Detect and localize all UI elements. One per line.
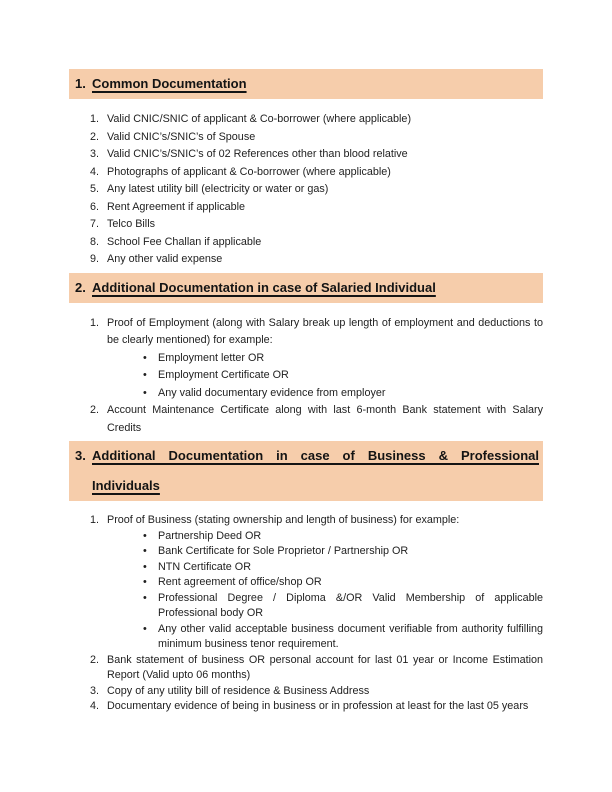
section-list (69, 315, 543, 438)
list-item (69, 146, 543, 164)
bullet-item (107, 529, 543, 545)
item-number: 1. (90, 514, 100, 526)
item-text: Any other valid expense (107, 253, 223, 265)
bullet-list (107, 350, 543, 403)
bullet-text: Professional Degree / Diploma &/OR Valid Membership of applicable Professional body OR (158, 591, 543, 619)
item-number: 9. (90, 253, 100, 265)
list-item (69, 699, 543, 715)
list-item (69, 315, 543, 403)
section-list (69, 513, 543, 715)
item-text: Rent Agreement if applicable (107, 200, 246, 213)
bullet-item (107, 622, 543, 653)
list-item (69, 111, 543, 129)
item-text: Valid CNIC’s/SNIC’s of Spouse (107, 130, 256, 143)
bullet-item (107, 575, 543, 591)
item-body (107, 129, 543, 147)
item-number: 3. (90, 684, 100, 697)
section-title: Common Documentation (92, 76, 247, 91)
bullet-item (107, 544, 543, 560)
item-text: Proof of Business (stating ownership and length of business) for example: (107, 514, 460, 526)
document-content (69, 69, 543, 719)
bullet-item (107, 560, 543, 576)
item-number: 6. (90, 200, 100, 213)
bullet-icon: • (143, 560, 147, 573)
section-title: Additional Documentation in case of Business & Professional Individuals (92, 448, 539, 493)
item-body (107, 251, 543, 269)
item-body (107, 111, 543, 129)
item-text: Copy of any utility bill of residence & Business Address (107, 684, 370, 697)
item-number: 5. (90, 183, 100, 195)
bullet-text: Any other valid acceptable business document verifiable from authority fulfilling minimum business tenor requirement. (158, 622, 543, 650)
item-number: 3. (90, 148, 100, 160)
bullet-item (107, 591, 543, 622)
item-text: Documentary evidence of being in business or in profession at least for the last 05 years (107, 700, 529, 712)
section-3 (69, 441, 543, 715)
item-body (107, 513, 543, 653)
item-text: School Fee Challan if applicable (107, 235, 262, 248)
list-item (69, 513, 543, 653)
section-number: 1. (75, 76, 86, 91)
item-number: 7. (90, 218, 100, 230)
item-body (107, 699, 543, 715)
item-text: Valid CNIC’s/SNIC’s of 02 References other than blood relative (107, 148, 408, 160)
section-number: 2. (75, 279, 86, 295)
bullet-text: NTN Certificate OR (158, 560, 251, 573)
item-number: 1. (90, 316, 100, 329)
item-body (107, 315, 543, 403)
list-item (69, 129, 543, 147)
list-item (69, 216, 543, 234)
section-number: 3. (75, 448, 86, 463)
list-item (69, 234, 543, 252)
section-1 (69, 69, 543, 269)
bullet-item (107, 385, 543, 403)
item-text: Proof of Employment (along with Salary break up length of employment and deductions to be clearly mentioned) for example: (107, 316, 543, 346)
item-number: 1. (90, 113, 100, 125)
section-title: Additional Documentation in case of Salaried Individual (92, 279, 436, 295)
list-item (69, 251, 543, 269)
item-number: 8. (90, 235, 100, 248)
item-body (107, 181, 543, 199)
bullet-text: Bank Certificate for Sole Proprietor / Partnership OR (158, 545, 409, 557)
item-text: Any latest utility bill (electricity or water or gas) (107, 183, 329, 195)
list-item (69, 199, 543, 217)
item-body (107, 402, 543, 437)
bullet-item (107, 367, 543, 385)
bullet-icon: • (143, 369, 147, 381)
item-body (107, 164, 543, 182)
item-number: 4. (90, 700, 100, 712)
item-text: Photographs of applicant & Co-borrower (where applicable) (107, 165, 391, 178)
bullet-icon: • (143, 576, 147, 588)
bullet-icon: • (143, 622, 147, 635)
section-2 (69, 273, 543, 438)
section-list (69, 111, 543, 269)
item-body (107, 234, 543, 252)
item-body (107, 216, 543, 234)
bullet-text: Any valid documentary evidence from employer (158, 386, 386, 399)
bullet-icon: • (143, 351, 147, 364)
bullet-icon: • (143, 529, 147, 542)
item-number: 4. (90, 165, 100, 178)
bullet-list (107, 529, 543, 653)
section-heading (69, 441, 543, 501)
section-heading (69, 69, 543, 99)
section-heading (69, 273, 543, 303)
bullet-text: Partnership Deed OR (158, 529, 262, 542)
bullet-icon: • (143, 386, 147, 399)
bullet-item (107, 350, 543, 368)
item-text: Bank statement of business OR personal account for last 01 year or Income Estimation Report (Valid upto 06 months) (107, 653, 543, 681)
bullet-text: Employment Certificate OR (158, 369, 289, 381)
bullet-icon: • (143, 591, 147, 604)
item-body (107, 653, 543, 684)
list-item (69, 402, 543, 437)
bullet-text: Employment letter OR (158, 351, 265, 364)
item-text: Account Maintenance Certificate along with last 6-month Bank statement with Salary Credits (107, 404, 543, 434)
list-item (69, 164, 543, 182)
bullet-icon: • (143, 545, 147, 557)
list-item (69, 181, 543, 199)
list-item (69, 653, 543, 684)
list-item (69, 684, 543, 700)
bullet-text: Rent agreement of office/shop OR (158, 576, 322, 588)
item-number: 2. (90, 404, 100, 416)
item-text: Valid CNIC/SNIC of applicant & Co-borrower (where applicable) (107, 113, 412, 125)
item-text: Telco Bills (107, 218, 156, 230)
item-body (107, 684, 543, 700)
item-number: 2. (90, 130, 100, 143)
item-number: 2. (90, 653, 100, 666)
item-body (107, 199, 543, 217)
item-body (107, 146, 543, 164)
